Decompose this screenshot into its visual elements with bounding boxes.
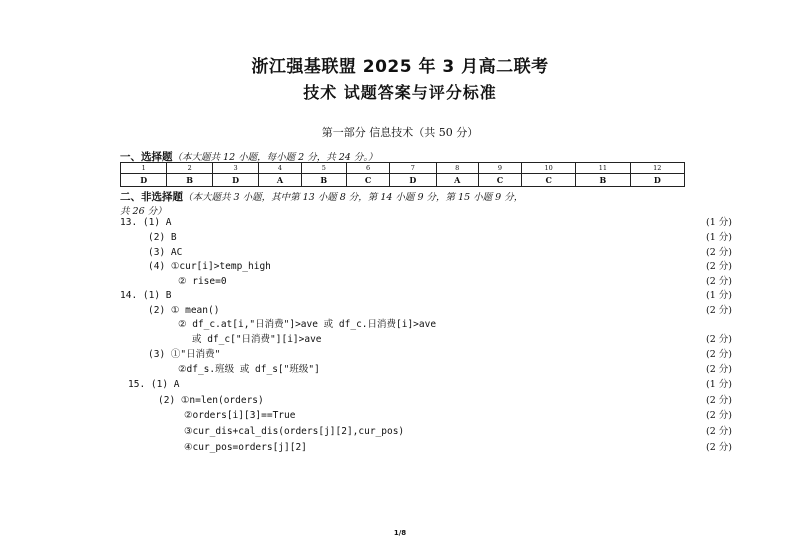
- choice-answer: A: [259, 174, 301, 187]
- score: (2 分): [706, 334, 732, 345]
- question-number: 10: [521, 163, 575, 174]
- choice-answer: C: [478, 174, 521, 187]
- score: (1 分): [706, 290, 732, 301]
- choice-answer: B: [301, 174, 346, 187]
- score: (1 分): [706, 217, 732, 228]
- score: (2 分): [706, 261, 732, 272]
- answer-line: [0, 275, 800, 289]
- answer-line: [0, 363, 800, 377]
- score: (2 分): [706, 276, 732, 287]
- answer-text: ④cur_pos=orders[j][2]: [184, 442, 307, 453]
- answer-line: [0, 378, 800, 392]
- answer-line: [0, 246, 800, 260]
- answer-line: [0, 289, 800, 303]
- score: (2 分): [706, 364, 732, 375]
- question-number: 8: [436, 163, 478, 174]
- section2-note-continuation: [120, 203, 167, 217]
- answer-line: [0, 394, 800, 408]
- answer-text: (2) ①n=len(orders): [158, 395, 264, 406]
- answer-text: ②orders[i][3]==True: [184, 410, 296, 421]
- document-title: 浙江强基联盟 2025 年 3 月高二联考: [251, 57, 549, 77]
- section2-heading: 二、非选择题: [120, 191, 183, 203]
- question-number: 4: [259, 163, 301, 174]
- section2-note-end: 共 26 分）: [120, 206, 167, 217]
- answer-text: (2) ① mean(): [148, 305, 220, 316]
- answer-row: [121, 174, 685, 187]
- answer-text: ② df_c.at[i,"日消费"]>ave 或 df_c.日消费[i]>ave: [178, 319, 437, 330]
- answer-text: 15. (1) A: [128, 379, 180, 390]
- section2-note: （本大题共 3 小题，其中第 13 小题 8 分，第 14 小题 9 分，第 15 小题 9 分，: [183, 192, 524, 203]
- answer-line: [0, 425, 800, 439]
- answer-text: (2) B: [148, 232, 177, 243]
- question-number: 9: [478, 163, 521, 174]
- answer-text: (4) ①cur[i]>temp_high: [148, 261, 271, 272]
- choice-answer: D: [630, 174, 684, 187]
- answer-text: 14. (1) B: [120, 290, 172, 301]
- question-number: 3: [212, 163, 258, 174]
- answer-text: ②df_s.班级 或 df_s["班级"]: [178, 364, 320, 375]
- choice-answer: A: [436, 174, 478, 187]
- choice-answer: D: [121, 174, 167, 187]
- answer-line: [0, 441, 800, 455]
- answer-text: ③cur_dis+cal_dis(orders[j][2],cur_pos): [184, 426, 405, 437]
- score: (2 分): [706, 305, 732, 316]
- answer-text: 或 df_c["日消费"][i]>ave: [192, 334, 322, 345]
- question-number: 1: [121, 163, 167, 174]
- score: (2 分): [706, 395, 732, 406]
- answer-line: [0, 409, 800, 423]
- answer-line: [0, 260, 800, 274]
- multiple-choice-table: [120, 162, 685, 187]
- score: (2 分): [706, 247, 732, 258]
- page-number: 1/8: [393, 529, 407, 537]
- score: (2 分): [706, 442, 732, 453]
- score: (2 分): [706, 349, 732, 360]
- answer-text: (3) ①"日消费": [148, 349, 221, 360]
- answer-line: [0, 333, 800, 347]
- score: (2 分): [706, 410, 732, 421]
- answer-text: ② rise=0: [178, 276, 227, 287]
- answer-line: [0, 216, 800, 230]
- choice-answer: D: [390, 174, 436, 187]
- choice-answer: D: [212, 174, 258, 187]
- choice-answer: C: [346, 174, 389, 187]
- score: (1 分): [706, 379, 732, 390]
- question-number: 6: [346, 163, 389, 174]
- question-number: 7: [390, 163, 436, 174]
- answer-line: [0, 318, 800, 332]
- section1-note: （本大题共 12 小题，每小题 2 分，共 24 分。）: [172, 152, 378, 163]
- answer-text: (3) AC: [148, 247, 183, 258]
- score: (1 分): [706, 232, 732, 243]
- choice-answer: B: [167, 174, 212, 187]
- question-number: 5: [301, 163, 346, 174]
- question-number: 11: [576, 163, 630, 174]
- answer-text: 13. (1) A: [120, 217, 172, 228]
- choice-answer: B: [576, 174, 630, 187]
- score: (2 分): [706, 426, 732, 437]
- answer-line: [0, 231, 800, 245]
- part-heading: 第一部分 信息技术（共 50 分）: [321, 126, 479, 139]
- question-number: 12: [630, 163, 684, 174]
- document-subtitle: 技术 试题答案与评分标准: [303, 83, 497, 102]
- answer-line: [0, 304, 800, 318]
- answer-line: [0, 348, 800, 362]
- question-number-row: [121, 163, 685, 174]
- question-number: 2: [167, 163, 212, 174]
- choice-answer: C: [521, 174, 575, 187]
- section1-heading: 一、选择题: [120, 151, 173, 163]
- section2-heading-line: [120, 189, 523, 204]
